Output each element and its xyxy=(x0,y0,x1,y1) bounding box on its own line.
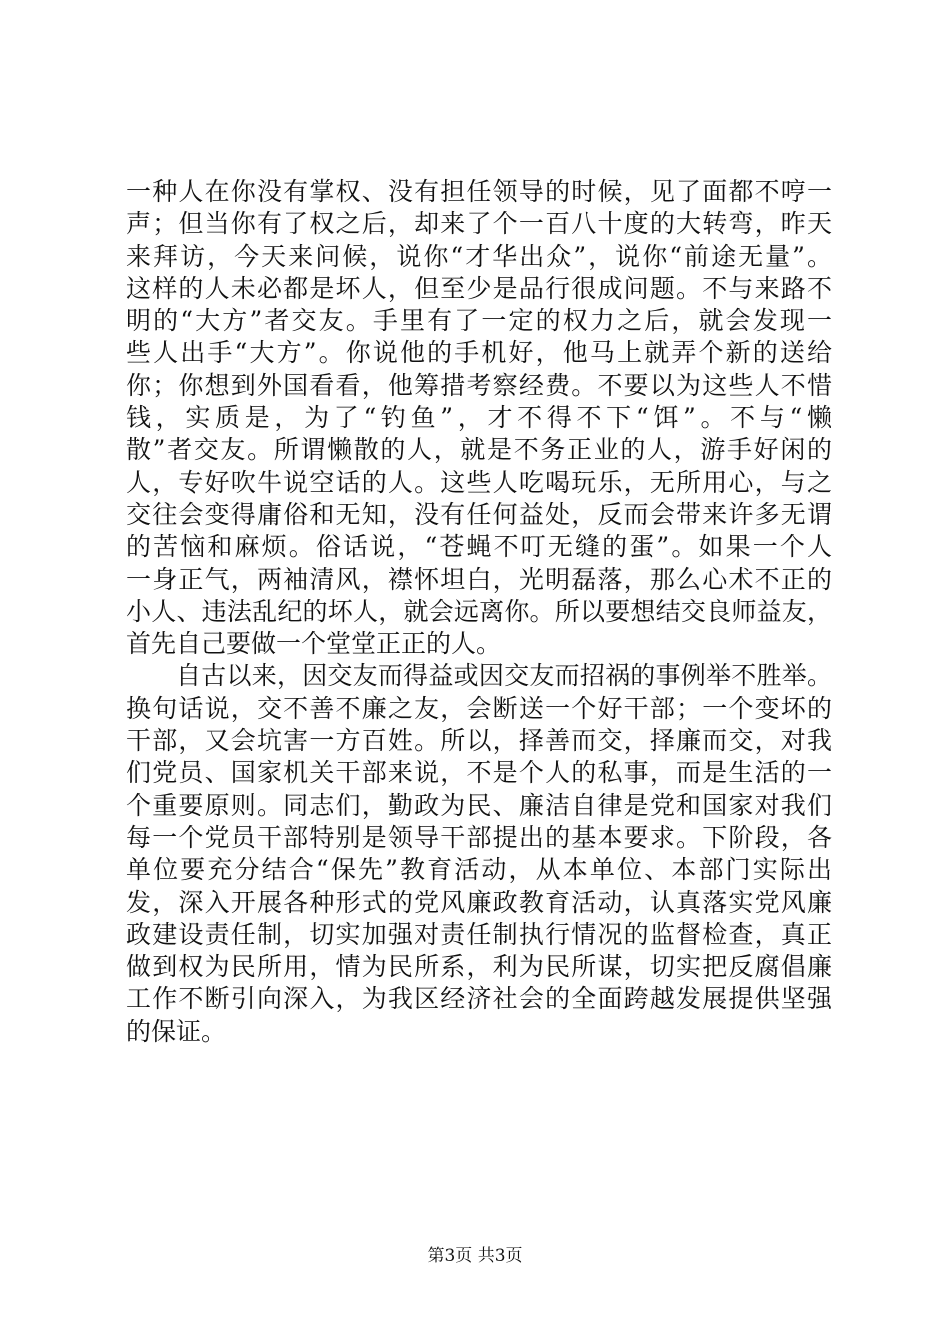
text-line: 首先自己要做一个堂堂正正的人。 xyxy=(126,629,502,659)
text-line: 每一个党员干部特别是领导干部提出的基本要求。下阶段，各 xyxy=(126,822,832,852)
text-line: 的保证。 xyxy=(126,1016,227,1046)
paragraph-1 xyxy=(126,176,832,660)
text-line: 做到权为民所用，情为民所系，利为民所谋，切实把反腐倡廉 xyxy=(126,952,832,982)
text-line: 声；但当你有了权之后，却来了个一百八十度的大转弯，昨天 xyxy=(126,209,832,239)
text-line: 些人出手“大方”。你说他的手机好，他马上就弄个新的送给 xyxy=(126,338,832,368)
text-line: 发，深入开展各种形式的党风廉政教育活动，认真落实党风廉 xyxy=(126,887,832,917)
text-line: 的苦恼和麻烦。俗话说，“苍蝇不叮无缝的蛋”。如果一个人 xyxy=(126,532,832,562)
paragraph-2 xyxy=(126,660,832,1048)
text-line: 散”者交友。所谓懒散的人，就是不务正业的人，游手好闲的 xyxy=(126,435,832,465)
text-line: 钱，实质是，为了“钓鱼”，才不得不下“饵”。不与“懒 xyxy=(126,403,832,433)
text-line: 人，专好吹牛说空话的人。这些人吃喝玩乐，无所用心，与之 xyxy=(126,467,832,497)
text-line: 小人、违法乱纪的坏人，就会远离你。所以要想结交良师益友， xyxy=(126,596,832,626)
text-line: 政建设责任制，切实加强对责任制执行情况的监督检查，真正 xyxy=(126,919,832,949)
page-number: 第3页 共3页 xyxy=(427,1246,523,1266)
text-line: 来拜访，今天来问候，说你“才华出众”，说你“前途无量”。 xyxy=(126,241,832,271)
text-line: 单位要充分结合“保先”教育活动，从本单位、本部门实际出 xyxy=(126,855,832,885)
text-line: 个重要原则。同志们，勤政为民、廉洁自律是党和国家对我们 xyxy=(126,790,832,820)
text-line: 工作不断引向深入，为我区经济社会的全面跨越发展提供坚强 xyxy=(126,984,832,1014)
text-line: 一身正气，两袖清风，襟怀坦白，光明磊落，那么心术不正的 xyxy=(126,564,832,594)
text-line: 自古以来，因交友而得益或因交友而招祸的事例举不胜举。 xyxy=(176,661,832,691)
text-line: 你；你想到外国看看，他筹措考察经费。不要以为这些人不惜 xyxy=(126,370,832,400)
text-line: 这样的人未必都是坏人，但至少是品行很成问题。不与来路不 xyxy=(126,273,832,303)
text-line: 交往会变得庸俗和无知，没有任何益处，反而会带来许多无谓 xyxy=(126,499,832,529)
text-line: 明的“大方”者交友。手里有了一定的权力之后，就会发现一 xyxy=(126,306,832,336)
text-line: 干部，又会坑害一方百姓。所以，择善而交，择廉而交，对我 xyxy=(126,726,832,756)
text-line: 换句话说，交不善不廉之友，会断送一个好干部；一个变坏的 xyxy=(126,693,832,723)
document-body xyxy=(126,176,832,1048)
text-line: 们党员、国家机关干部来说，不是个人的私事，而是生活的一 xyxy=(126,758,832,788)
text-line: 一种人在你没有掌权、没有担任领导的时候，见了面都不哼一 xyxy=(126,177,832,206)
page-footer xyxy=(0,1244,950,1268)
